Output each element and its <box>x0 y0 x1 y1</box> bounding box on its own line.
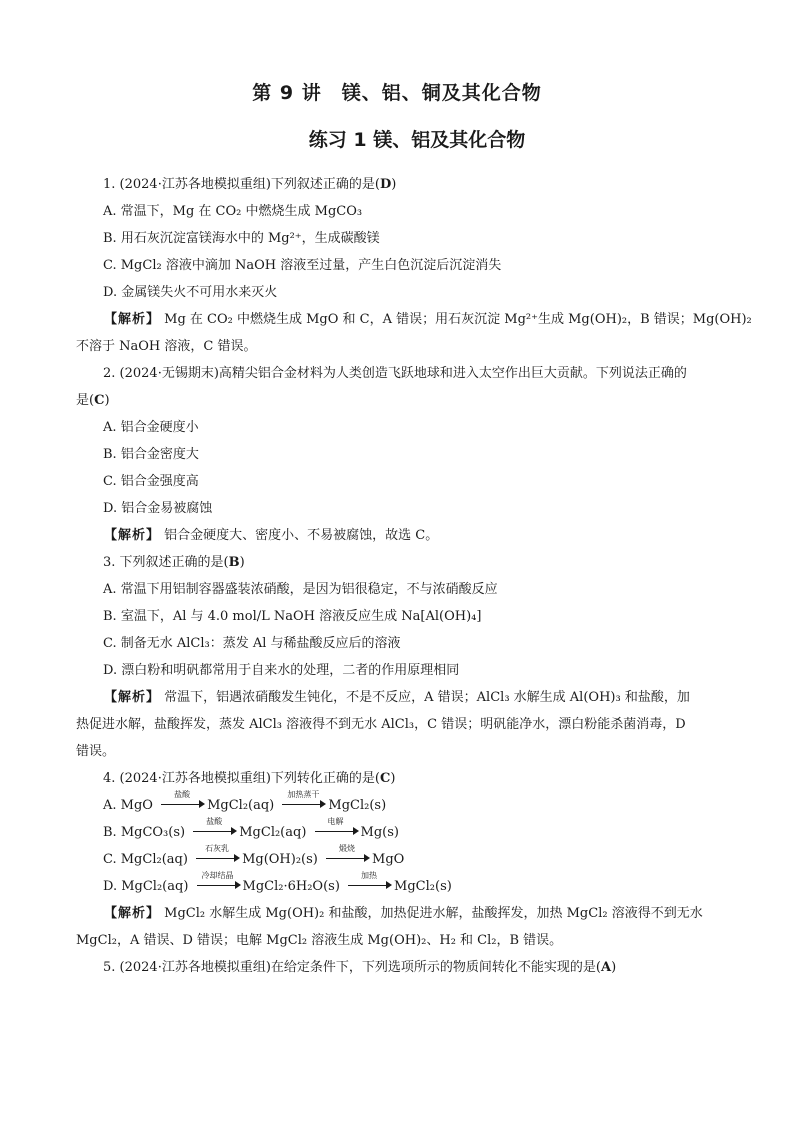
option: A. 铝合金硬度小 <box>103 420 199 435</box>
answer-1: D <box>379 177 392 192</box>
answer-3: B <box>228 555 240 570</box>
reaction-arrow: 电解 <box>311 819 361 839</box>
analysis-cont: MgCl₂，A 错误、D 错误；电解 MgCl₂ 溶液生成 Mg(OH)₂、H₂ 和 Cl₂，B 错误。 <box>76 933 563 948</box>
option: B. 室温下，Al 与 4.0 mol/L NaOH 溶液反应生成 Na[Al(OH)₄] <box>103 609 482 624</box>
analysis-cont: 不溶于 NaOH 溶液，C 错误。 <box>76 339 257 354</box>
question-3-stem: 3. 下列叙述正确的是(B) <box>103 555 245 570</box>
option: B. 铝合金密度大 <box>103 447 199 462</box>
question-4-stem: 4. (2024·江苏各地模拟重组)下列转化正确的是(C) <box>103 771 396 786</box>
reaction-arrow: 煅烧 <box>322 846 372 866</box>
option-d: D. MgCl₂(aq) 冷却结晶 MgCl₂·6H₂O(s) 加热 MgCl₂(s) <box>103 871 452 894</box>
reaction-arrow: 冷却结晶 <box>193 873 243 893</box>
reaction-arrow: 石灰乳 <box>192 846 242 866</box>
reaction-arrow: 盐酸 <box>189 819 239 839</box>
analysis: 【解析】 MgCl₂ 水解生成 Mg(OH)₂ 和盐酸，加热促进水解，盐酸挥发，加热 MgCl₂ 溶液得不到无水 <box>104 906 703 921</box>
option: D. 漂白粉和明矾都常用于自来水的处理，二者的作用原理相同 <box>103 663 460 678</box>
option: D. 金属镁失火不可用水来灭火 <box>103 285 278 300</box>
option: C. 制备无水 AlCl₃：蒸发 Al 与稀盐酸反应后的溶液 <box>103 636 401 651</box>
question-1-stem: 1. (2024·江苏各地模拟重组)下列叙述正确的是(D) <box>103 177 397 192</box>
answer-4: C <box>379 771 391 786</box>
document-body <box>76 171 752 981</box>
answer-2: C <box>94 393 105 408</box>
reaction-arrow: 加热蒸干 <box>278 792 328 812</box>
option: A. 常温下用铝制容器盛装浓硝酸，是因为铝很稳定，不与浓硝酸反应 <box>103 582 498 597</box>
reaction-arrow: 盐酸 <box>157 792 207 812</box>
option-a: A. MgO 盐酸 MgCl₂(aq) 加热蒸干 MgCl₂(s) <box>103 790 387 813</box>
question-2-stem: 2. (2024·无锡期末)高精尖铝合金材料为人类创造飞跃地球和进入太空作出巨大贡献。下列说法正确的 <box>103 366 687 381</box>
analysis: 【解析】 常温下，铝遇浓硝酸发生钝化，不是不反应，A 错误；AlCl₃ 水解生成 Al(OH)₃ 和盐酸，加 <box>104 690 690 705</box>
option-b: B. MgCO₃(s) 盐酸 MgCl₂(aq) 电解 Mg(s) <box>103 817 399 840</box>
option: B. 用石灰沉淀富镁海水中的 Mg²⁺，生成碳酸镁 <box>103 231 380 246</box>
analysis: 【解析】 铝合金硬度大、密度小、不易被腐蚀，故选 C。 <box>104 528 439 543</box>
answer-5: A <box>600 960 612 975</box>
question-2-stem-cont: 是(C) <box>76 393 110 408</box>
analysis-cont: 热促进水解，盐酸挥发，蒸发 AlCl₃ 溶液得不到无水 AlCl₃，C 错误；明矾能净水，漂白粉能杀菌消毒，D <box>76 717 686 732</box>
lecture-title: 第 9 讲 镁、铝、铜及其化合物 <box>252 82 542 104</box>
analysis: 【解析】 Mg 在 CO₂ 中燃烧生成 MgO 和 C，A 错误；用石灰沉淀 Mg²⁺生成 Mg(OH)₂，B 错误；Mg(OH)₂ <box>104 312 752 327</box>
option-c: C. MgCl₂(aq) 石灰乳 Mg(OH)₂(s) 煅烧 MgO <box>103 844 405 867</box>
option: D. 铝合金易被腐蚀 <box>103 501 213 516</box>
option: A. 常温下，Mg 在 CO₂ 中燃烧生成 MgCO₃ <box>103 204 363 219</box>
question-5-stem: 5. (2024·江苏各地模拟重组)在给定条件下，下列选项所示的物质间转化不能实现的是(A) <box>103 960 617 975</box>
exercise-title: 练习 1 镁、铝及其化合物 <box>308 129 526 151</box>
reaction-arrow: 加热 <box>344 873 394 893</box>
option: C. MgCl₂ 溶液中滴加 NaOH 溶液至过量，产生白色沉淀后沉淀消失 <box>103 258 502 273</box>
analysis-cont: 错误。 <box>76 744 116 759</box>
option: C. 铝合金强度高 <box>103 474 199 489</box>
